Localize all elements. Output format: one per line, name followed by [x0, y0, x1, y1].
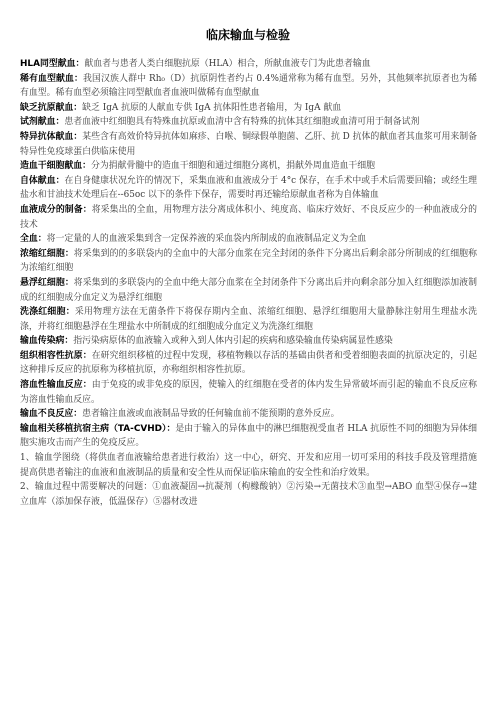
- paragraph-text: 在研究组织移植的过程中发现，移植物赖以存活的基础由供者和受着细胞表面的抗原决定的，引起这种排斥反应的抗原称为移植抗原，亦称组织相容性抗原。: [20, 350, 478, 376]
- definition-term: HLA同型献血: [20, 59, 76, 69]
- paragraph-text: 指污染病原体的血液输入或种入到人体内引起的疾病和感染输血传染病属显性感染: [73, 336, 393, 347]
- term-separator: ：: [64, 336, 74, 347]
- numbered-paragraph: [20, 451, 477, 480]
- paragraph-text: 将一定量的人的血液采集到含一定保养液的采血袋内所制成的血液制品定义为全血: [46, 234, 367, 245]
- term-separator: ：: [73, 102, 83, 113]
- document-body: [20, 57, 477, 509]
- term-separator: ：: [82, 161, 91, 172]
- definition-paragraph: [20, 276, 477, 305]
- term-separator: ：: [37, 234, 47, 245]
- definition-paragraph: [20, 57, 477, 72]
- page-title: 临床输血与检验: [205, 28, 290, 42]
- definition-term: 造血干细胞献血: [20, 161, 83, 172]
- term-separator: ：: [82, 350, 92, 361]
- definition-term: 缺乏抗原献血: [20, 102, 74, 113]
- paragraph-text: 由于免疫的或非免疫的原因，使输入的红细胞在受者的体内发生异常破坏而引起的输血不良反应称为溶血性输血反应。: [20, 380, 478, 405]
- term-separator: ：: [64, 277, 74, 288]
- definition-term: 试剂献血: [20, 117, 56, 128]
- term-separator: ：: [65, 307, 75, 318]
- paragraph-text: 将采集到的的多联袋内的全血中的大部分血浆在完全封闭的条件下分离出后剩余部分所制成的红细胞称为浓缩红细胞: [20, 248, 478, 274]
- definition-paragraph: [20, 232, 477, 247]
- definition-term: 悬浮红细胞: [20, 277, 65, 288]
- paragraph-text: 将采集出的全血，用物理方法分离成体积小、纯度高、临床疗效好、不良反应少的一种血液成分的技术: [20, 204, 478, 230]
- term-separator: ：: [73, 409, 83, 420]
- paragraph-text: 是由于输入的异体血中的淋巴细胞视受血者 HLA 抗原性不同的细胞为异体细胞实施攻击而产生的免疫反应。: [20, 423, 478, 449]
- definition-term: 组织相容性抗原: [20, 350, 83, 361]
- paragraph-text: 2、输血过程中需要解决的问题：①血液凝固→抗凝剂（枸橼酸钠）②污染→无菌技术③血型→ABO 血型④保存→建立血库（添加保存液，低温保存）⑤器材改进: [20, 482, 477, 507]
- definition-term: 浓缩红细胞: [20, 248, 65, 259]
- definition-paragraph: [20, 101, 477, 116]
- definition-paragraph: [20, 247, 477, 276]
- definition-term: 输血不良反应: [20, 409, 74, 420]
- definition-paragraph: [20, 378, 477, 407]
- definition-term: 洗涤红细胞: [20, 307, 66, 318]
- paragraph-text: 患者血液中红细胞具有特殊血抗原或血清中含有特殊的抗体其红细胞或血清可用于制备试剂: [64, 117, 420, 128]
- definition-term: 输血相关移植抗宿主病（TA-CVHD）: [20, 423, 167, 434]
- term-separator: ：: [75, 59, 85, 69]
- definition-paragraph: [20, 130, 477, 159]
- term-separator: ：: [82, 380, 92, 391]
- definition-term: 自体献血: [20, 175, 56, 186]
- term-separator: ：: [166, 423, 176, 434]
- definition-paragraph: [20, 115, 477, 130]
- definition-paragraph: [20, 72, 477, 101]
- term-separator: ：: [55, 117, 65, 128]
- definition-term: 输血传染病: [20, 336, 65, 347]
- paragraph-text: 1、输血学图绕（将供血者血液输给患者进行救治）这一中心，研究、开发和应用一切可采用的科技手段及管理措施提高供患者输注的血液和血液制品的质量和安全性从而保证临床输血的安全性和治疗效果。: [20, 453, 477, 478]
- paragraph-text: 将采集到的多联袋内的全血中绝大部分血浆在全封闭条件下分离出后并向剩余部分加入红细胞添加液制成的红细胞成分血定义为悬浮红细胞: [20, 277, 478, 303]
- term-separator: ：: [74, 73, 84, 84]
- term-separator: ：: [82, 204, 92, 215]
- definition-paragraph: [20, 203, 477, 232]
- definition-paragraph: [20, 407, 477, 422]
- paragraph-text: 献血者与患者人类白细胞抗原（HLA）相合，所献血液专门为此患者输血: [84, 59, 371, 69]
- paragraph-text: 缺乏 IgA 抗原的人献血专供 IgA 抗体阳性患者输用，为 IgA 献血: [82, 102, 342, 113]
- definition-paragraph: [20, 422, 477, 451]
- definition-term: 稀有血型献血: [20, 73, 75, 84]
- term-separator: ：: [73, 131, 83, 142]
- paragraph-text: 在自身健康状况允许的情况下，采集血液和血液成分于 4°c 保存，在手术中或手术后需要回输；或经生理盐水和甘油技术处理后在--65oc 以下的条件下保存，需要时再还输给原献血者称为自体输血: [20, 175, 478, 201]
- paragraph-text: 采用物理方法在无菌条件下将保存期内全血、浓缩红细胞、悬浮红细胞用大量静脉注射用生理盐水洗涤，并将红细胞悬浮在生理盐水中所制成的红细胞成分血定义为洗涤红细胞: [20, 307, 478, 332]
- definition-paragraph: [20, 349, 477, 378]
- definition-paragraph: [20, 174, 477, 203]
- definition-term: 血液成分的制备: [20, 204, 83, 215]
- term-separator: ：: [64, 248, 74, 259]
- definition-paragraph: [20, 305, 477, 334]
- paragraph-text: 分为捐献骨髓中的造血干细胞和通过细胞分离机，捐献外周血造血干细胞: [91, 161, 375, 172]
- paragraph-text: 某些含有高效价特异抗体如麻疹、白喉、铜绿假单胞菌、乙肝、抗 D 抗体的献血者其血浆可用来制备特异性免疫球蛋白供临床使用: [20, 131, 477, 157]
- definition-paragraph: [20, 159, 477, 174]
- definition-term: 全血: [20, 234, 38, 245]
- definition-term: 特异抗体献血: [20, 131, 74, 142]
- paragraph-text: 患者输注血液或血液制品导致的任何输血前不能预期的意外反应。: [82, 409, 340, 420]
- definition-paragraph: [20, 334, 477, 349]
- numbered-paragraph: [20, 480, 477, 509]
- definition-term: 溶血性输血反应: [20, 380, 83, 391]
- paragraph-text: 我国汉族人群中 Rh₀（D）抗原阴性者约占 0.4%通常称为稀有血型。另外，其他频率抗原者也为稀有血型。稀有血型必须输注同型献血者血液叫做稀有血型献血: [20, 73, 478, 99]
- term-separator: ：: [55, 175, 65, 186]
